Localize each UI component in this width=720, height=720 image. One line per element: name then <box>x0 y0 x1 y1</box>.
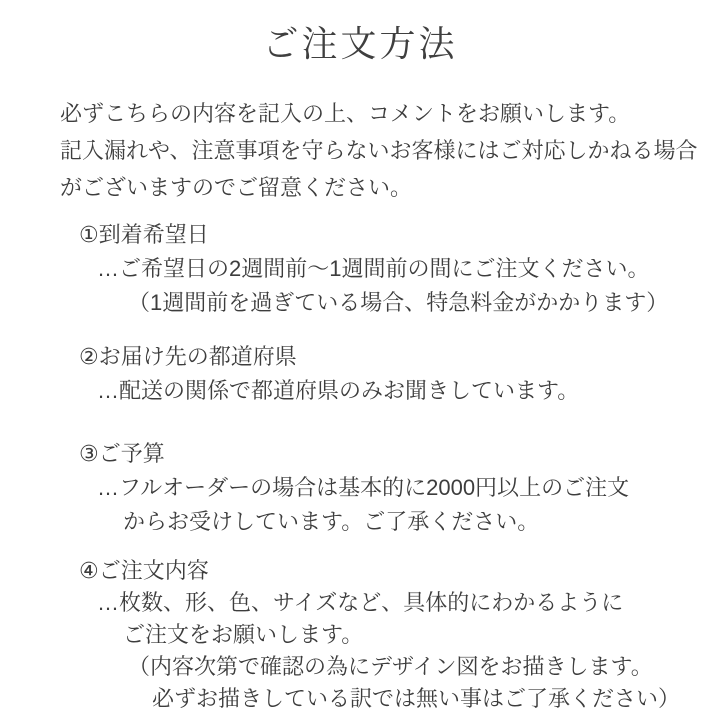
section-3-heading: ③ご予算 <box>79 441 165 466</box>
section-4-note-line: （内容次第で確認の為にデザイン図をお描きします。 <box>128 654 653 679</box>
section-2-detail-line: …配送の関係で都道府県のみお聞きしています。 <box>97 378 580 403</box>
section-order-details <box>0 555 720 715</box>
section-4-detail-line: ご注文をお願いします。 <box>123 622 364 647</box>
intro-line: がございますのでご留意ください。 <box>60 175 413 200</box>
section-4-note-line: 必ずお描きしている訳では無い事はご了承ください） <box>152 686 681 711</box>
section-4-heading: ④ご注文内容 <box>79 558 209 583</box>
instruction-sections <box>0 218 720 715</box>
section-3-detail-line: からお受けしています。ご了承ください。 <box>123 509 540 534</box>
section-2-heading: ②お届け先の都道府県 <box>79 344 297 369</box>
intro-line: 必ずこちらの内容を記入の上、コメントをお願いします。 <box>60 101 631 126</box>
section-4-detail-line: …枚数、形、色、サイズなど、具体的にわかるように <box>97 590 624 615</box>
section-1-detail-line: …ご希望日の2週間前～1週間前の間にご注文ください。 <box>97 256 650 281</box>
intro-paragraph <box>0 95 720 206</box>
section-1-heading: ①到着希望日 <box>79 222 209 247</box>
section-delivery-prefecture <box>0 340 720 408</box>
section-budget <box>0 437 720 539</box>
section-1-note-line: （1週間前を過ぎている場合、特急料金がかかります） <box>128 290 669 315</box>
section-3-detail-line: …フルオーダーの場合は基本的に2000円以上のご注文 <box>97 475 630 500</box>
section-desired-arrival-date <box>0 218 720 320</box>
intro-line: 記入漏れや、注意事項を守らないお客様にはご対応しかねる場合 <box>60 138 698 163</box>
page-title: ご注文方法 <box>262 23 458 64</box>
